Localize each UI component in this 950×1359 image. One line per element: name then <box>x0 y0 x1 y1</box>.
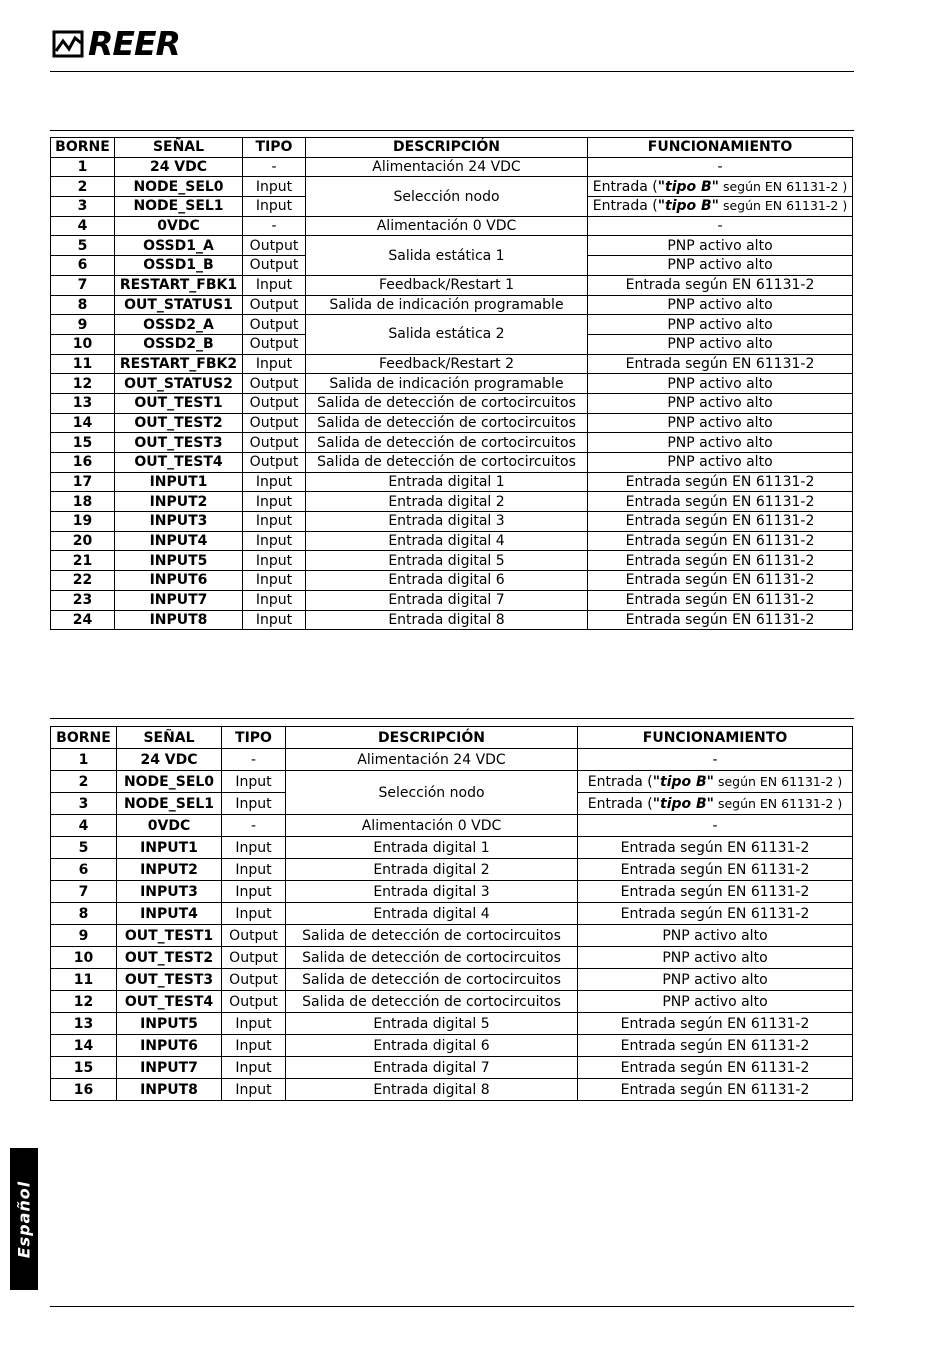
descripcion-cell: Alimentación 0 VDC <box>306 216 588 236</box>
descripcion-cell: Salida de indicación programable <box>306 374 588 394</box>
funcionamiento-cell: Entrada según EN 61131-2 <box>578 859 853 881</box>
borne-cell: 15 <box>51 1057 117 1079</box>
fn-prefix: Entrada ( <box>587 773 653 790</box>
table-row <box>51 374 853 394</box>
funcionamiento-cell: PNP activo alto <box>588 315 853 335</box>
funcionamiento-cell <box>588 177 853 197</box>
table-row <box>51 1035 853 1057</box>
funcionamiento-cell: PNP activo alto <box>588 433 853 453</box>
descripcion-cell: Entrada digital 6 <box>306 571 588 591</box>
fn-suffix: según EN 61131-2 ) <box>718 178 848 194</box>
funcionamiento-cell: PNP activo alto <box>588 413 853 433</box>
funcionamiento-cell: Entrada según EN 61131-2 <box>578 1035 853 1057</box>
table-row <box>51 315 853 335</box>
funcionamiento-cell: Entrada según EN 61131-2 <box>588 492 853 512</box>
senal-cell: 0VDC <box>117 815 222 837</box>
funcionamiento-cell: - <box>578 749 853 771</box>
borne-cell: 13 <box>51 393 115 413</box>
tipo-cell: Input <box>222 771 286 793</box>
funcionamiento-cell: Entrada según EN 61131-2 <box>588 590 853 610</box>
table-row <box>51 1013 853 1035</box>
senal-cell: NODE_SEL1 <box>115 197 243 217</box>
senal-cell: NODE_SEL1 <box>117 793 222 815</box>
tipo-cell: - <box>243 157 306 177</box>
col-funcionamiento: FUNCIONAMIENTO <box>588 138 853 158</box>
borne-cell: 1 <box>51 157 115 177</box>
table-row <box>51 903 853 925</box>
funcionamiento-cell: Entrada según EN 61131-2 <box>578 881 853 903</box>
table-row <box>51 991 853 1013</box>
funcionamiento-cell: PNP activo alto <box>588 374 853 394</box>
fn-suffix: según EN 61131-2 ) <box>713 795 843 811</box>
table-row <box>51 771 853 793</box>
funcionamiento-cell: Entrada según EN 61131-2 <box>588 551 853 571</box>
funcionamiento-cell: Entrada según EN 61131-2 <box>578 837 853 859</box>
borne-cell: 12 <box>51 374 115 394</box>
tipo-cell: Output <box>243 393 306 413</box>
col-funcionamiento: FUNCIONAMIENTO <box>578 727 853 749</box>
funcionamiento-cell: PNP activo alto <box>578 991 853 1013</box>
senal-cell: 24 VDC <box>115 157 243 177</box>
fn-type: "tipo B" <box>652 773 714 790</box>
funcionamiento-cell: PNP activo alto <box>578 925 853 947</box>
col-borne: BORNE <box>51 727 117 749</box>
senal-cell: OSSD2_A <box>115 315 243 335</box>
descripcion-cell: Alimentación 24 VDC <box>286 749 578 771</box>
tipo-cell: Input <box>222 1079 286 1101</box>
table-row <box>51 815 853 837</box>
borne-cell: 6 <box>51 256 115 276</box>
tipo-cell: - <box>222 749 286 771</box>
col-senal: SEÑAL <box>117 727 222 749</box>
table-row <box>51 275 853 295</box>
table-row <box>51 947 853 969</box>
descripcion-cell: Selección nodo <box>286 771 578 815</box>
descripcion-cell: Entrada digital 8 <box>286 1079 578 1101</box>
senal-cell: OUT_STATUS1 <box>115 295 243 315</box>
descripcion-cell: Entrada digital 1 <box>306 472 588 492</box>
table-row <box>51 1079 853 1101</box>
descripcion-cell: Entrada digital 3 <box>306 512 588 532</box>
col-borne: BORNE <box>51 138 115 158</box>
reer-logo-icon <box>52 29 86 59</box>
senal-cell: INPUT1 <box>115 472 243 492</box>
table-header-row <box>51 138 853 158</box>
pinout-table-24 <box>50 137 853 630</box>
borne-cell: 5 <box>51 837 117 859</box>
borne-cell: 14 <box>51 1035 117 1057</box>
tipo-cell: Input <box>243 571 306 591</box>
table2-top-rule <box>50 718 854 719</box>
tipo-cell: Output <box>243 256 306 276</box>
borne-cell: 8 <box>51 903 117 925</box>
descripcion-cell: Alimentación 0 VDC <box>286 815 578 837</box>
brand-logo <box>52 26 180 62</box>
borne-cell: 10 <box>51 334 115 354</box>
descripcion-cell: Salida de detección de cortocircuitos <box>306 433 588 453</box>
tipo-cell: Input <box>222 859 286 881</box>
senal-cell: INPUT7 <box>117 1057 222 1079</box>
funcionamiento-cell: Entrada según EN 61131-2 <box>588 472 853 492</box>
col-tipo: TIPO <box>243 138 306 158</box>
tipo-cell: Output <box>222 925 286 947</box>
fn-suffix: según EN 61131-2 ) <box>718 198 848 214</box>
descripcion-cell: Entrada digital 6 <box>286 1035 578 1057</box>
senal-cell: INPUT6 <box>117 1035 222 1057</box>
col-descripcion: DESCRIPCIÓN <box>286 727 578 749</box>
senal-cell: OUT_TEST1 <box>115 393 243 413</box>
tipo-cell: Input <box>243 551 306 571</box>
senal-cell: OUT_TEST3 <box>115 433 243 453</box>
tipo-cell: Input <box>222 1035 286 1057</box>
table-row <box>51 453 853 473</box>
table-row <box>51 393 853 413</box>
tipo-cell: Output <box>243 374 306 394</box>
funcionamiento-cell <box>578 793 853 815</box>
senal-cell: OSSD1_B <box>115 256 243 276</box>
borne-cell: 7 <box>51 881 117 903</box>
senal-cell: OSSD1_A <box>115 236 243 256</box>
table-row <box>51 837 853 859</box>
tipo-cell: Output <box>222 969 286 991</box>
header-rule <box>50 71 854 72</box>
table-row <box>51 859 853 881</box>
pinout-table-16 <box>50 726 853 1101</box>
tipo-cell: Input <box>243 275 306 295</box>
descripcion-cell: Salida de detección de cortocircuitos <box>286 925 578 947</box>
borne-cell: 11 <box>51 969 117 991</box>
senal-cell: OUT_STATUS2 <box>115 374 243 394</box>
table-row <box>51 236 853 256</box>
senal-cell: 24 VDC <box>117 749 222 771</box>
table-row <box>51 157 853 177</box>
descripcion-cell: Alimentación 24 VDC <box>306 157 588 177</box>
table-row <box>51 177 853 197</box>
table-row <box>51 1057 853 1079</box>
col-descripcion: DESCRIPCIÓN <box>306 138 588 158</box>
senal-cell: INPUT2 <box>117 859 222 881</box>
borne-cell: 1 <box>51 749 117 771</box>
table2-body <box>51 749 853 1101</box>
descripcion-cell: Selección nodo <box>306 177 588 216</box>
borne-cell: 4 <box>51 815 117 837</box>
funcionamiento-cell: Entrada según EN 61131-2 <box>588 531 853 551</box>
borne-cell: 13 <box>51 1013 117 1035</box>
descripcion-cell: Entrada digital 7 <box>286 1057 578 1079</box>
tipo-cell: - <box>222 815 286 837</box>
table-row <box>51 413 853 433</box>
funcionamiento-cell: PNP activo alto <box>588 256 853 276</box>
borne-cell: 23 <box>51 590 115 610</box>
senal-cell: OUT_TEST1 <box>117 925 222 947</box>
table-row <box>51 433 853 453</box>
funcionamiento-cell: PNP activo alto <box>578 969 853 991</box>
senal-cell: 0VDC <box>115 216 243 236</box>
tipo-cell: Output <box>222 991 286 1013</box>
funcionamiento-cell: PNP activo alto <box>588 393 853 413</box>
tipo-cell: Input <box>243 610 306 630</box>
borne-cell: 21 <box>51 551 115 571</box>
descripcion-cell: Salida de detección de cortocircuitos <box>286 991 578 1013</box>
tipo-cell: Output <box>222 947 286 969</box>
senal-cell: INPUT3 <box>115 512 243 532</box>
borne-cell: 15 <box>51 433 115 453</box>
table-row <box>51 216 853 236</box>
descripcion-cell: Salida de detección de cortocircuitos <box>306 393 588 413</box>
col-tipo: TIPO <box>222 727 286 749</box>
funcionamiento-cell: Entrada según EN 61131-2 <box>578 1057 853 1079</box>
borne-cell: 22 <box>51 571 115 591</box>
borne-cell: 4 <box>51 216 115 236</box>
descripcion-cell: Entrada digital 2 <box>286 859 578 881</box>
tipo-cell: Input <box>222 793 286 815</box>
language-tab <box>10 1148 38 1290</box>
tipo-cell: Input <box>222 1013 286 1035</box>
descripcion-cell: Entrada digital 1 <box>286 837 578 859</box>
funcionamiento-cell: Entrada según EN 61131-2 <box>578 903 853 925</box>
descripcion-cell: Salida de detección de cortocircuitos <box>286 969 578 991</box>
borne-cell: 2 <box>51 771 117 793</box>
table-row <box>51 749 853 771</box>
table-row <box>51 512 853 532</box>
tipo-cell: Input <box>243 492 306 512</box>
senal-cell: INPUT1 <box>117 837 222 859</box>
senal-cell: OUT_TEST4 <box>117 991 222 1013</box>
tipo-cell: Input <box>222 903 286 925</box>
funcionamiento-cell: Entrada según EN 61131-2 <box>578 1079 853 1101</box>
table-row <box>51 925 853 947</box>
table-row <box>51 354 853 374</box>
senal-cell: INPUT6 <box>115 571 243 591</box>
descripcion-cell: Entrada digital 5 <box>286 1013 578 1035</box>
borne-cell: 5 <box>51 236 115 256</box>
senal-cell: OUT_TEST2 <box>115 413 243 433</box>
tipo-cell: Output <box>243 315 306 335</box>
funcionamiento-cell: Entrada según EN 61131-2 <box>588 512 853 532</box>
borne-cell: 9 <box>51 925 117 947</box>
senal-cell: INPUT5 <box>117 1013 222 1035</box>
borne-cell: 16 <box>51 453 115 473</box>
funcionamiento-cell: - <box>578 815 853 837</box>
senal-cell: INPUT7 <box>115 590 243 610</box>
tipo-cell: Input <box>243 354 306 374</box>
table-row <box>51 590 853 610</box>
borne-cell: 18 <box>51 492 115 512</box>
borne-cell: 6 <box>51 859 117 881</box>
borne-cell: 20 <box>51 531 115 551</box>
senal-cell: RESTART_FBK2 <box>115 354 243 374</box>
fn-prefix: Entrada ( <box>592 198 658 215</box>
senal-cell: OUT_TEST2 <box>117 947 222 969</box>
borne-cell: 10 <box>51 947 117 969</box>
tipo-cell: Output <box>243 413 306 433</box>
fn-suffix: según EN 61131-2 ) <box>713 773 843 789</box>
senal-cell: INPUT4 <box>115 531 243 551</box>
table-row <box>51 472 853 492</box>
funcionamiento-cell: Entrada según EN 61131-2 <box>588 610 853 630</box>
table-row <box>51 571 853 591</box>
senal-cell: NODE_SEL0 <box>117 771 222 793</box>
senal-cell: OSSD2_B <box>115 334 243 354</box>
senal-cell: OUT_TEST4 <box>115 453 243 473</box>
tipo-cell: Output <box>243 334 306 354</box>
table-row <box>51 551 853 571</box>
tipo-cell: Input <box>222 1057 286 1079</box>
funcionamiento-cell: Entrada según EN 61131-2 <box>588 571 853 591</box>
descripcion-cell: Entrada digital 2 <box>306 492 588 512</box>
descripcion-cell: Feedback/Restart 2 <box>306 354 588 374</box>
tipo-cell: Output <box>243 236 306 256</box>
tipo-cell: Input <box>243 472 306 492</box>
tipo-cell: Output <box>243 433 306 453</box>
tipo-cell: Input <box>243 197 306 217</box>
descripcion-cell: Entrada digital 8 <box>306 610 588 630</box>
language-label: Español <box>14 1180 34 1258</box>
senal-cell: RESTART_FBK1 <box>115 275 243 295</box>
borne-cell: 9 <box>51 315 115 335</box>
funcionamiento-cell: PNP activo alto <box>588 334 853 354</box>
tipo-cell: - <box>243 216 306 236</box>
descripcion-cell: Salida de indicación programable <box>306 295 588 315</box>
tipo-cell: Input <box>243 512 306 532</box>
descripcion-cell: Salida de detección de cortocircuitos <box>306 453 588 473</box>
descripcion-cell: Feedback/Restart 1 <box>306 275 588 295</box>
funcionamiento-cell: PNP activo alto <box>588 236 853 256</box>
funcionamiento-cell: - <box>588 216 853 236</box>
table-row <box>51 492 853 512</box>
senal-cell: INPUT8 <box>115 610 243 630</box>
borne-cell: 8 <box>51 295 115 315</box>
table1-top-rule <box>50 130 854 131</box>
descripcion-cell: Salida estática 2 <box>306 315 588 354</box>
col-senal: SEÑAL <box>115 138 243 158</box>
borne-cell: 3 <box>51 793 117 815</box>
borne-cell: 17 <box>51 472 115 492</box>
table-row <box>51 881 853 903</box>
borne-cell: 2 <box>51 177 115 197</box>
tipo-cell: Input <box>243 590 306 610</box>
fn-type: "tipo B" <box>657 198 719 215</box>
funcionamiento-cell: PNP activo alto <box>588 453 853 473</box>
tipo-cell: Output <box>243 453 306 473</box>
descripcion-cell: Entrada digital 4 <box>286 903 578 925</box>
tipo-cell: Input <box>222 881 286 903</box>
table-row <box>51 969 853 991</box>
tipo-cell: Input <box>243 531 306 551</box>
senal-cell: INPUT2 <box>115 492 243 512</box>
brand-name: REER <box>88 24 180 63</box>
senal-cell: INPUT3 <box>117 881 222 903</box>
funcionamiento-cell: Entrada según EN 61131-2 <box>578 1013 853 1035</box>
senal-cell: INPUT4 <box>117 903 222 925</box>
borne-cell: 7 <box>51 275 115 295</box>
table-row <box>51 531 853 551</box>
descripcion-cell: Entrada digital 4 <box>306 531 588 551</box>
senal-cell: INPUT5 <box>115 551 243 571</box>
table-header-row <box>51 727 853 749</box>
borne-cell: 19 <box>51 512 115 532</box>
table-row <box>51 295 853 315</box>
funcionamiento-cell: PNP activo alto <box>588 295 853 315</box>
descripcion-cell: Entrada digital 7 <box>306 590 588 610</box>
tipo-cell: Input <box>222 837 286 859</box>
funcionamiento-cell: - <box>588 157 853 177</box>
fn-type: "tipo B" <box>652 795 714 812</box>
borne-cell: 16 <box>51 1079 117 1101</box>
table1-body <box>51 157 853 630</box>
fn-prefix: Entrada ( <box>592 178 658 195</box>
tipo-cell: Output <box>243 295 306 315</box>
borne-cell: 11 <box>51 354 115 374</box>
funcionamiento-cell <box>588 197 853 217</box>
funcionamiento-cell: Entrada según EN 61131-2 <box>588 275 853 295</box>
senal-cell: NODE_SEL0 <box>115 177 243 197</box>
funcionamiento-cell <box>578 771 853 793</box>
funcionamiento-cell: Entrada según EN 61131-2 <box>588 354 853 374</box>
borne-cell: 12 <box>51 991 117 1013</box>
borne-cell: 24 <box>51 610 115 630</box>
descripcion-cell: Salida de detección de cortocircuitos <box>286 947 578 969</box>
footer-rule <box>50 1306 854 1307</box>
descripcion-cell: Entrada digital 3 <box>286 881 578 903</box>
descripcion-cell: Entrada digital 5 <box>306 551 588 571</box>
tipo-cell: Input <box>243 177 306 197</box>
descripcion-cell: Salida estática 1 <box>306 236 588 275</box>
table-row <box>51 610 853 630</box>
descripcion-cell: Salida de detección de cortocircuitos <box>306 413 588 433</box>
senal-cell: OUT_TEST3 <box>117 969 222 991</box>
funcionamiento-cell: PNP activo alto <box>578 947 853 969</box>
borne-cell: 14 <box>51 413 115 433</box>
borne-cell: 3 <box>51 197 115 217</box>
senal-cell: INPUT8 <box>117 1079 222 1101</box>
fn-type: "tipo B" <box>657 178 719 195</box>
fn-prefix: Entrada ( <box>587 795 653 812</box>
